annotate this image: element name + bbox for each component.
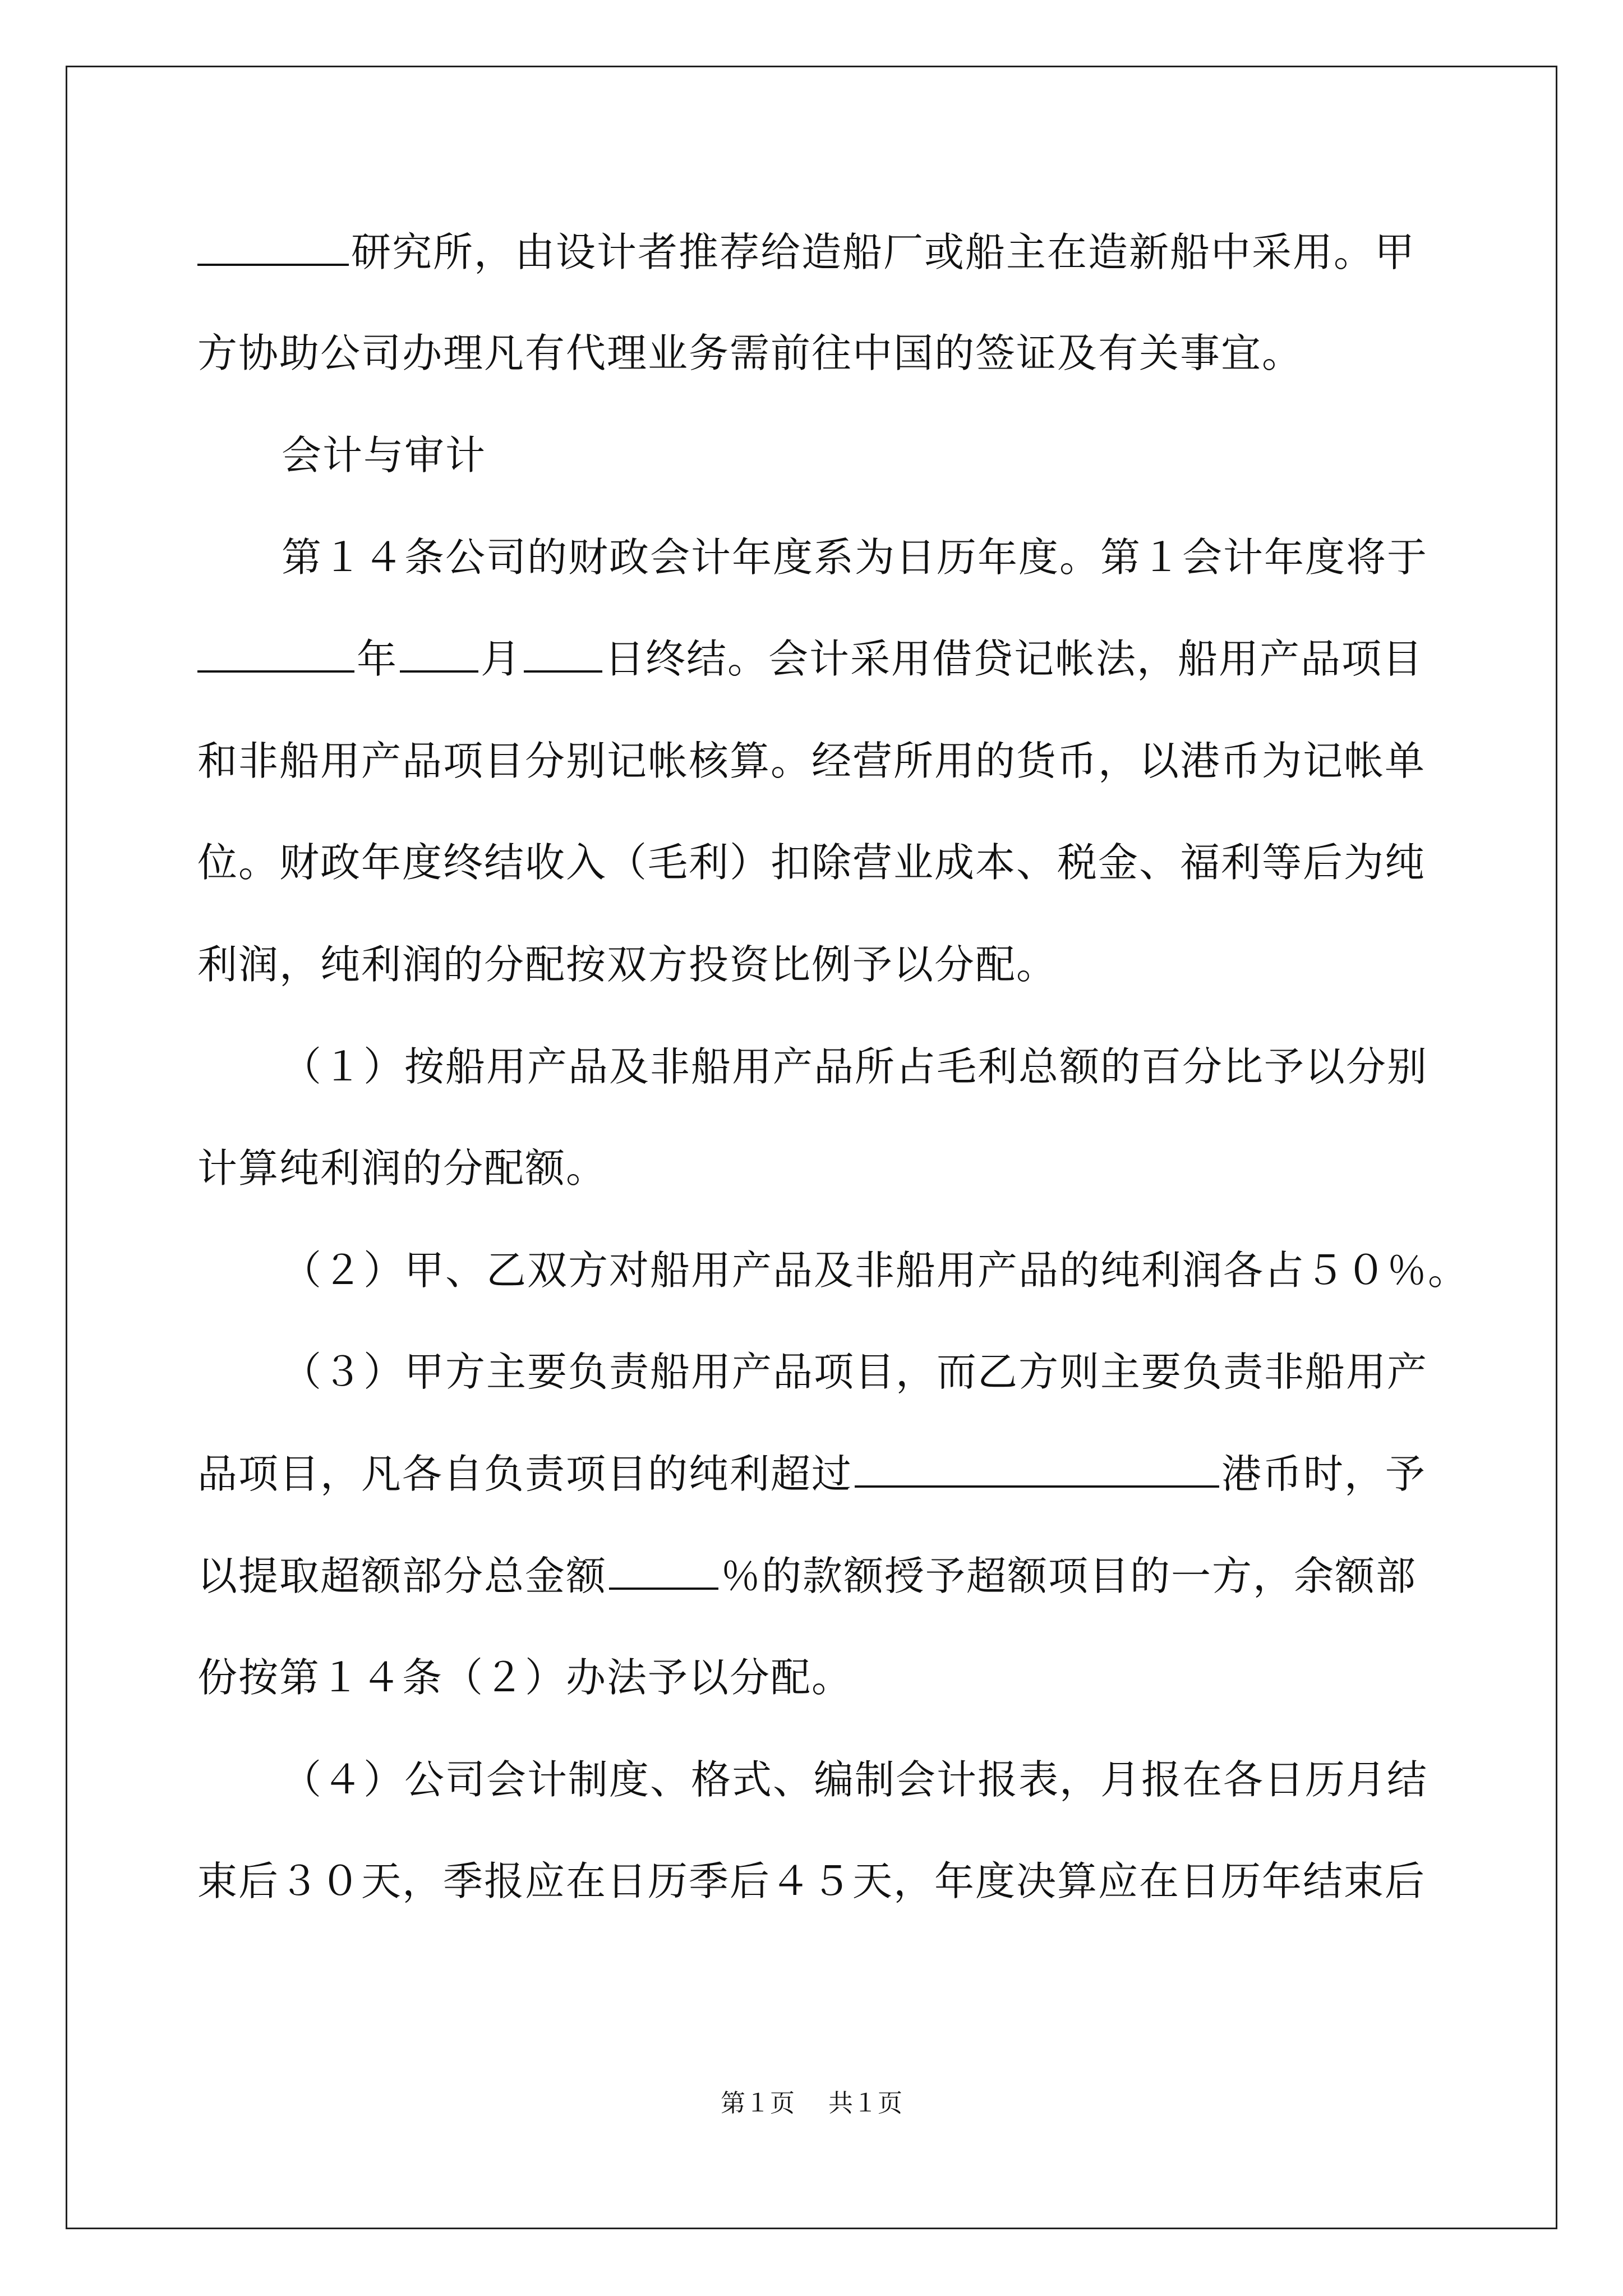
text-line <box>197 1135 1431 1202</box>
text-line <box>197 1644 1431 1711</box>
line-text: 研究所，由设计者推荐给造船厂或船主在造新船中采用。甲 <box>351 229 1416 275</box>
text-line <box>282 524 1515 591</box>
text-line <box>197 1543 1431 1610</box>
text-line <box>282 1338 1515 1406</box>
line-text: 第１４条公司的财政会计年度系为日历年度。第１会计年度将于 <box>282 534 1428 581</box>
line-text: 月 <box>481 636 522 682</box>
line-text: 方协助公司办理凡有代理业务需前往中国的签证及有关事宜。 <box>197 330 1303 376</box>
page-footer <box>0 2087 1623 2120</box>
line-text: （１）按船用产品及非船用产品所占毛利总额的百分比予以分别 <box>282 1043 1428 1090</box>
fill-blank <box>197 625 354 673</box>
text-line <box>197 219 1431 286</box>
text-line <box>282 1033 1515 1101</box>
text-line <box>282 1237 1515 1304</box>
fill-blank <box>855 1441 1219 1488</box>
page-total: 共１页 <box>828 2089 902 2118</box>
text-line <box>197 931 1431 999</box>
section-heading <box>282 422 1515 489</box>
text-line <box>197 625 1431 693</box>
line-text: ％的款额授予超额项目的一方，余额部 <box>721 1553 1417 1599</box>
fill-blank <box>197 219 349 266</box>
text-line <box>197 1441 1431 1508</box>
line-text: 以提取超额部分总金额 <box>197 1553 607 1599</box>
text-line <box>197 1848 1431 1915</box>
line-text: （４）公司会计制度、格式、编制会计报表，月报在各日历月结 <box>282 1756 1428 1803</box>
line-text: 计算纯利润的分配额。 <box>197 1145 607 1191</box>
fill-blank <box>400 625 478 673</box>
line-text: 和非船用产品项目分别记帐核算。经营所用的货币，以港币为记帐单 <box>197 738 1426 784</box>
text-line <box>282 1746 1515 1814</box>
text-line <box>197 320 1431 387</box>
line-text: 年 <box>357 636 398 682</box>
page-number: 第１页 <box>721 2089 795 2118</box>
line-text: （３）甲方主要负责船用产品项目，而乙方则主要负责非船用产 <box>282 1349 1428 1395</box>
text-line <box>197 728 1431 795</box>
line-text: （２）甲、乙双方对船用产品及非船用产品的纯利润各占５０％。 <box>282 1247 1469 1294</box>
line-text: 位。财政年度终结收入（毛利）扣除营业成本、税金、福利等后为纯 <box>197 839 1426 886</box>
line-text: 份按第１４条（２）办法予以分配。 <box>197 1654 853 1701</box>
heading-text: 会计与审计 <box>282 432 487 478</box>
line-text: 品项目，凡各自负责项目的纯利超过 <box>197 1451 853 1497</box>
text-line <box>197 829 1431 896</box>
fill-blank <box>524 625 602 673</box>
fill-blank <box>609 1543 718 1590</box>
line-text: 日终结。会计采用借贷记帐法，船用产品项目 <box>605 636 1424 682</box>
line-text: 港币时，予 <box>1221 1451 1427 1497</box>
line-text: 束后３０天，季报应在日历季后４５天，年度决算应在日历年结束后 <box>197 1858 1426 1904</box>
line-text: 利润，纯利润的分配按双方投资比例予以分配。 <box>197 941 1058 988</box>
